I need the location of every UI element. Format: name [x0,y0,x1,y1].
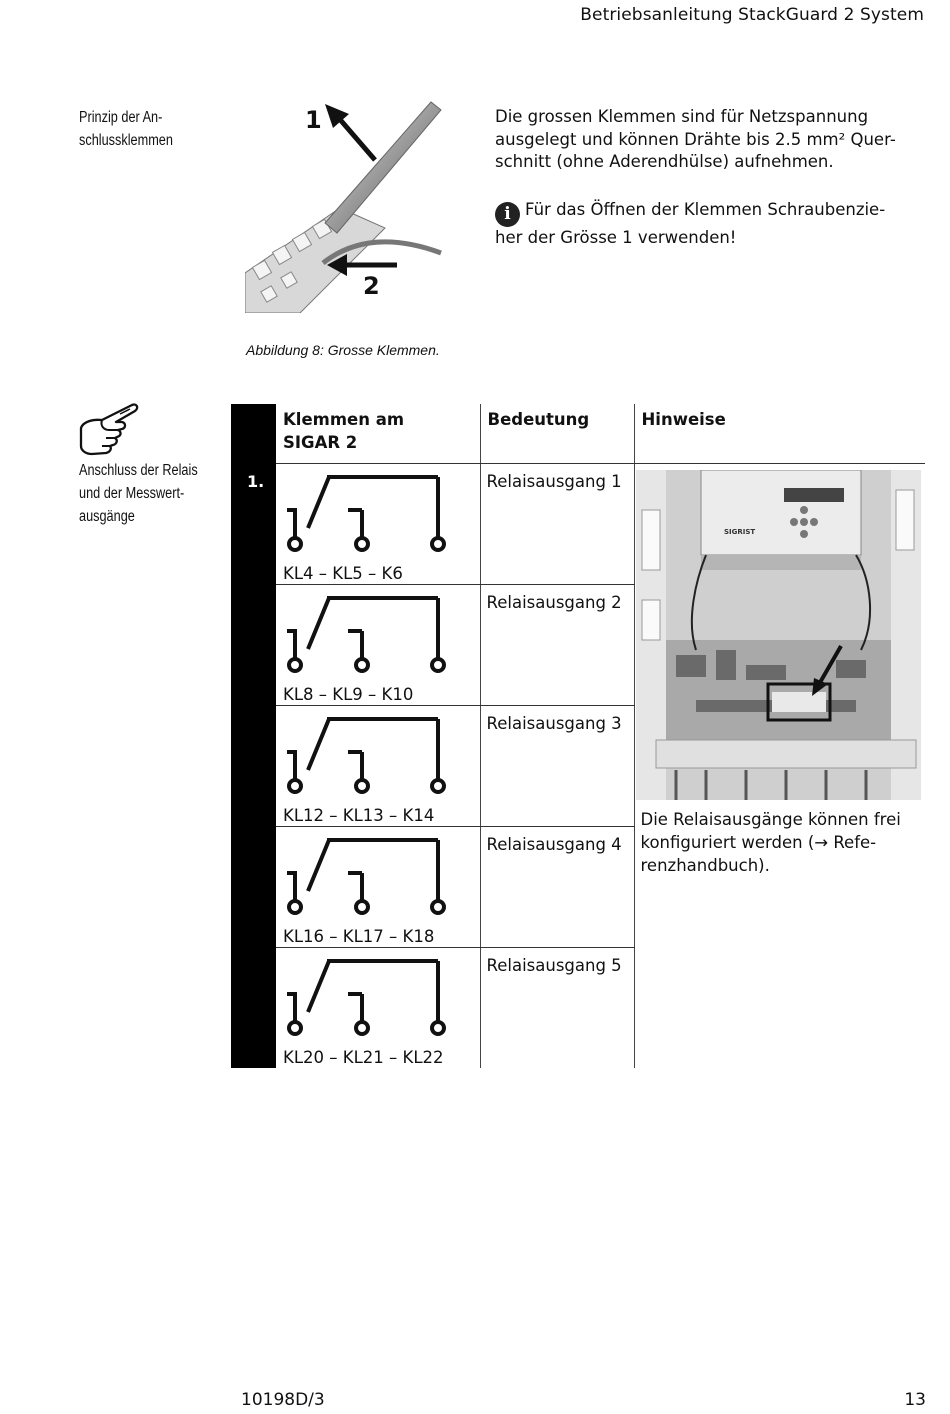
header-meaning: Bedeutung [480,404,634,463]
terminal-label: KL4 – KL5 – K6 [283,563,403,583]
table-header-row [231,404,925,463]
relay-contact-icon [284,710,459,796]
side-label-terminal-principle: Prinzip der An- schlussklemmen [79,109,173,149]
photo-brand-text: SIGRIST [723,527,755,536]
relay-meaning: Relaisausgang 2 [480,584,634,705]
control-cabinet-photo [636,470,921,800]
relay-meaning: Relaisausgang 1 [480,463,634,584]
page-number: 13 [904,1390,926,1410]
header-terminals: Klemmen am SIGAR 2 [276,404,480,463]
relay-meaning: Relaisausgang 5 [480,947,634,1068]
relay-contact-icon [284,952,459,1038]
terminal-label: KL20 – KL21 – KL22 [283,1048,444,1067]
table-row [231,463,925,584]
terminal-label: KL16 – KL17 – K18 [283,926,435,946]
relay-table [231,404,925,1068]
relay-contact-icon [284,468,459,554]
relay-contact-icon [284,831,459,917]
side-label-relay-outputs: Anschluss der Relais und der Messwert- ausgänge [79,462,198,525]
relay-terminal-cell [276,947,480,1068]
notes-cell [634,463,925,1068]
relay-terminal-cell [276,826,480,947]
relay-terminal-cell [276,463,480,584]
relay-terminal-cell [276,705,480,826]
relay-meaning: Relaisausgang 3 [480,705,634,826]
terminal-label: KL12 – KL13 – K14 [283,805,435,825]
step-number: 1. [231,463,276,1068]
figure-label-2: 2 [363,272,380,300]
notes-text: Die Relaisausgänge können frei konfiguriert werden (→ Refe- renzhandbuch). [640,809,901,875]
header-notes: Hinweise [634,404,925,463]
terminal-figure [245,98,445,313]
relay-meaning: Relaisausgang 4 [480,826,634,947]
info-icon: i [495,202,520,227]
relay-terminal-cell [276,584,480,705]
relay-contact-icon [284,589,459,675]
terminal-label: KL8 – KL9 – K10 [283,684,414,704]
info-note: i Für das Öffnen der Klemmen Schraubenzie- her der Grösse 1 verwenden! [495,200,886,247]
doc-number: 10198D/3 [241,1390,325,1410]
page-header: Betriebsanleitung StackGuard 2 System [580,5,924,25]
terminal-description: Die grossen Klemmen sind für Netzspannung ausgelegt und können Drähte bis 2.5 mm² Quer- schnitt (ohne Aderendhülse) aufnehmen. [495,107,896,171]
pointing-hand-icon [78,402,140,462]
figure-label-1: 1 [305,106,322,134]
figure-caption: Abbildung 8: Grosse Klemmen. [246,342,440,358]
